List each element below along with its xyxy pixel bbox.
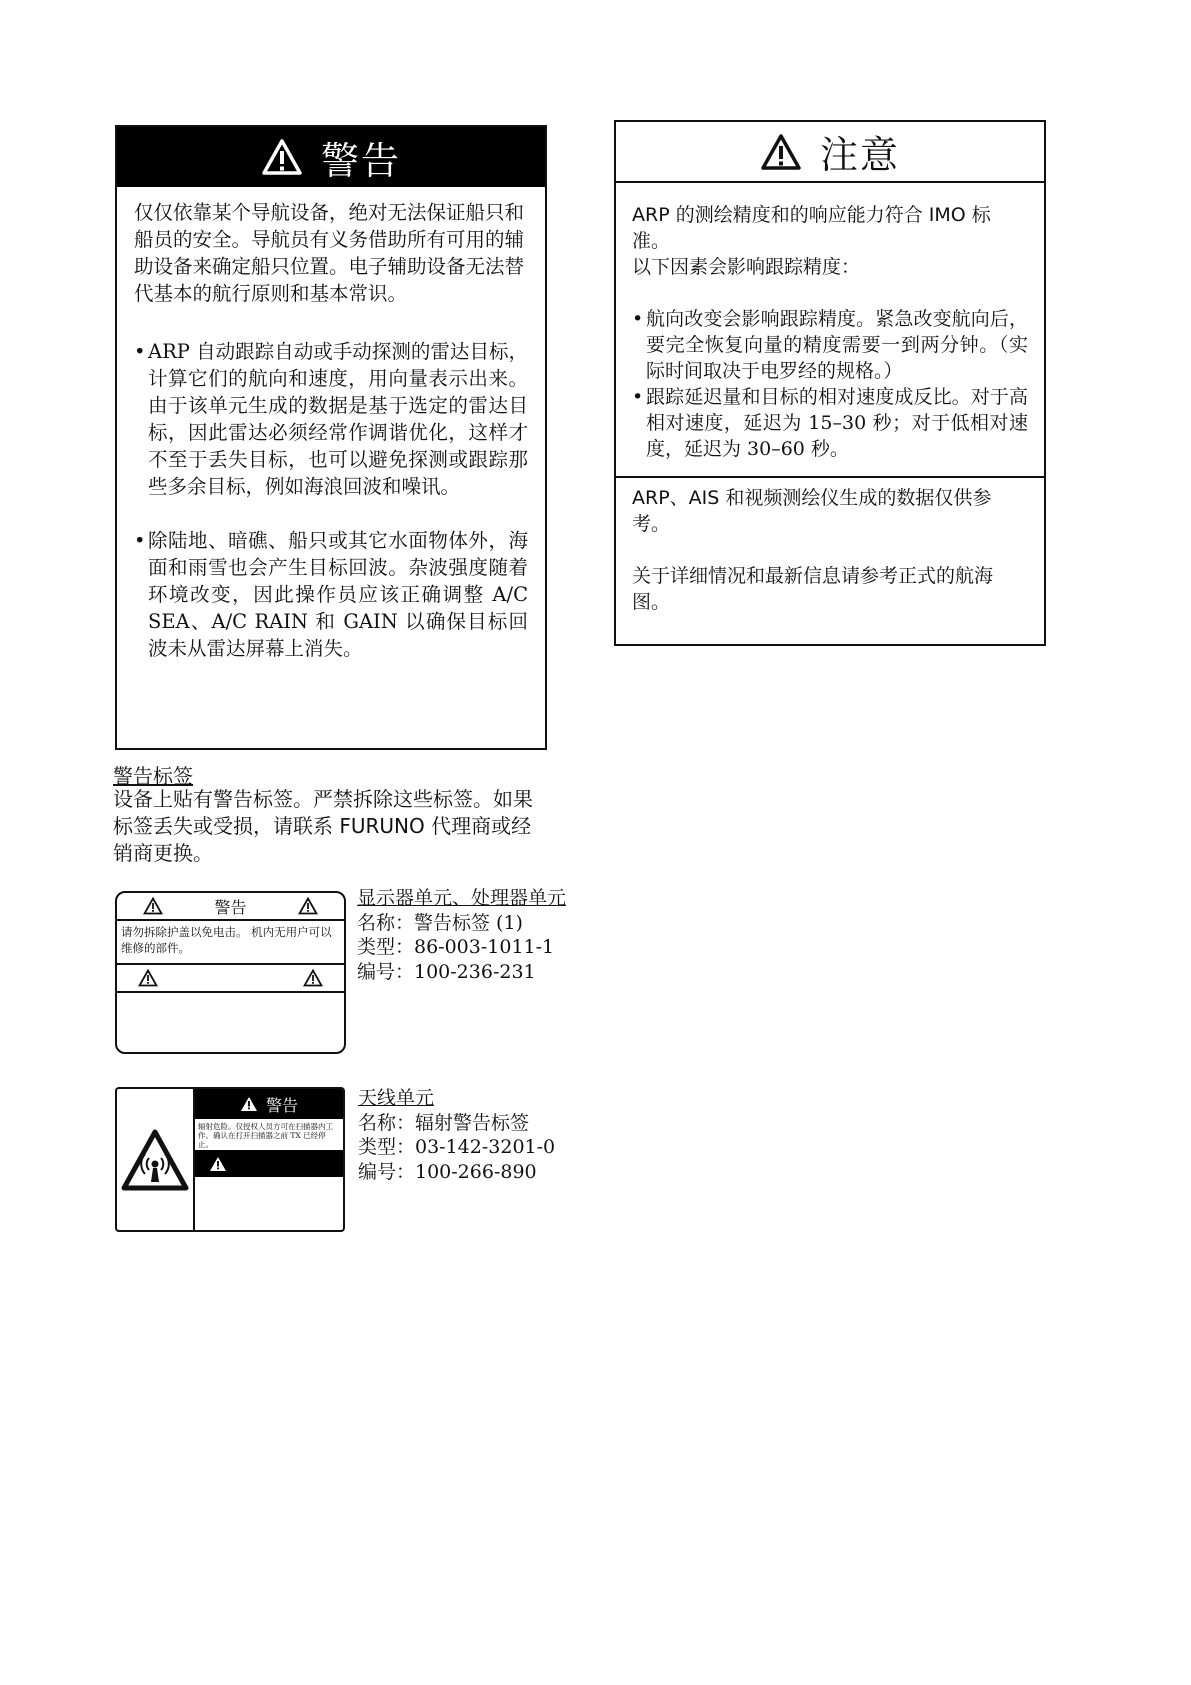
caution-sec2-line1: ARP、AIS 和视频测绘仪生成的数据仅供参考。: [632, 487, 992, 535]
caution-box: [614, 120, 1046, 646]
radiation-hazard-icon: [120, 1128, 190, 1192]
caution-sec2-line2: 关于详细情况和最新信息请参考正式的航海图。: [632, 565, 994, 613]
tag1-type: 类型：86-003-1011-1: [357, 936, 555, 958]
tag2-bar: [195, 1150, 343, 1177]
tag1-second-row: [117, 965, 344, 993]
tag1-code: 编号：100-236-231: [357, 960, 536, 983]
warning-triangle-icon: [261, 138, 303, 176]
tag1-info: [357, 886, 566, 984]
caution-bullet: • 航向改变会影响跟踪精度。紧急改变航向后，要完全恢复向量的精度需要一到两分钟。（实际时间取决于电罗经的规格。）: [632, 308, 1028, 382]
caution-title: 注意: [819, 133, 900, 177]
warning-intro: 仅仅依靠某个导航设备，绝对无法保证船只和船员的安全。导航员有义务借助所有可用的辅助设备来确定船只位置。电子辅助设备无法替代基本的航行原则和基本常识。: [134, 201, 525, 305]
warning-triangle-icon: [240, 1096, 258, 1112]
warning-bullet: • ARP 自动跟踪自动或手动探测的雷达目标，计算它们的航向和速度，用向量表示出来。由于该单元生成的数据是基于选定的雷达目标，因此雷达必须经常作调谐优化，这样才不至于丢失目标，也可以避免探测或跟踪那些多余目标，例如海浪回波和噪讯。: [134, 340, 528, 498]
warning-triangle-icon: [143, 897, 163, 915]
warning-label-1-image: [115, 891, 346, 1054]
warning-bullet: • 除陆地、暗礁、船只或其它水面物体外，海面和雨雪也会产生目标回波。杂波强度随着环境改变，因此操作员应该正确调整 A/C SEA、A/C RAIN 和 GAIN 以确保目标回波未从雷达屏幕上消失。: [134, 529, 528, 660]
warning-box: [115, 125, 547, 750]
caution-line1: ARP 的测绘精度和的响应能力符合 IMO 标准。: [632, 204, 991, 252]
tag2-title: 警告: [265, 1095, 298, 1115]
warning-triangle-icon: [303, 969, 323, 987]
tag2-header: [195, 1089, 343, 1119]
tag2-name: 名称：辐射警告标签: [358, 1111, 530, 1134]
warning-label-2-image: [115, 1087, 345, 1232]
tag1-message: 请勿拆除护盖以免电击。 机内无用户可以维修的部件。: [117, 921, 344, 965]
tag1-unit: 显示器单元、处理器单元: [357, 887, 567, 909]
tag2-code: 编号：100-266-890: [358, 1160, 537, 1183]
labels-heading: 警告标签: [113, 764, 193, 788]
warning-title: 警告: [320, 138, 401, 183]
tag1-name: 名称：警告标签 (1): [357, 911, 523, 934]
warning-triangle-icon: [760, 133, 802, 171]
tag2-info: [358, 1086, 555, 1184]
tag2-type: 类型：03-142-3201-0: [358, 1136, 556, 1158]
tag1-title: 警告: [214, 897, 247, 917]
warning-header: [117, 127, 545, 187]
caution-header: [616, 122, 1044, 183]
tag2-message: 辐射危险。仅授权人员方可在扫描器内工作。确认在打开扫描器之前 TX 已经停止。: [198, 1122, 333, 1149]
caution-bullet: • 跟踪延迟量和目标的相对速度成反比。对于高相对速度，延迟为 15–30 秒；对于低相对速度，延迟为 30–60 秒。: [632, 386, 1028, 460]
warning-triangle-icon: [138, 969, 158, 987]
tag2-unit: 天线单元: [358, 1087, 435, 1109]
caution-line2: 以下因素会影响跟踪精度：: [632, 256, 861, 278]
warning-triangle-icon: [209, 1156, 227, 1172]
warning-triangle-icon: [298, 897, 318, 915]
tag1-header: [117, 893, 344, 921]
labels-text: 设备上贴有警告标签。严禁拆除这些标签。如果标签丢失或受损，请联系 FURUNO 代理商或经销商更换。: [113, 787, 533, 865]
